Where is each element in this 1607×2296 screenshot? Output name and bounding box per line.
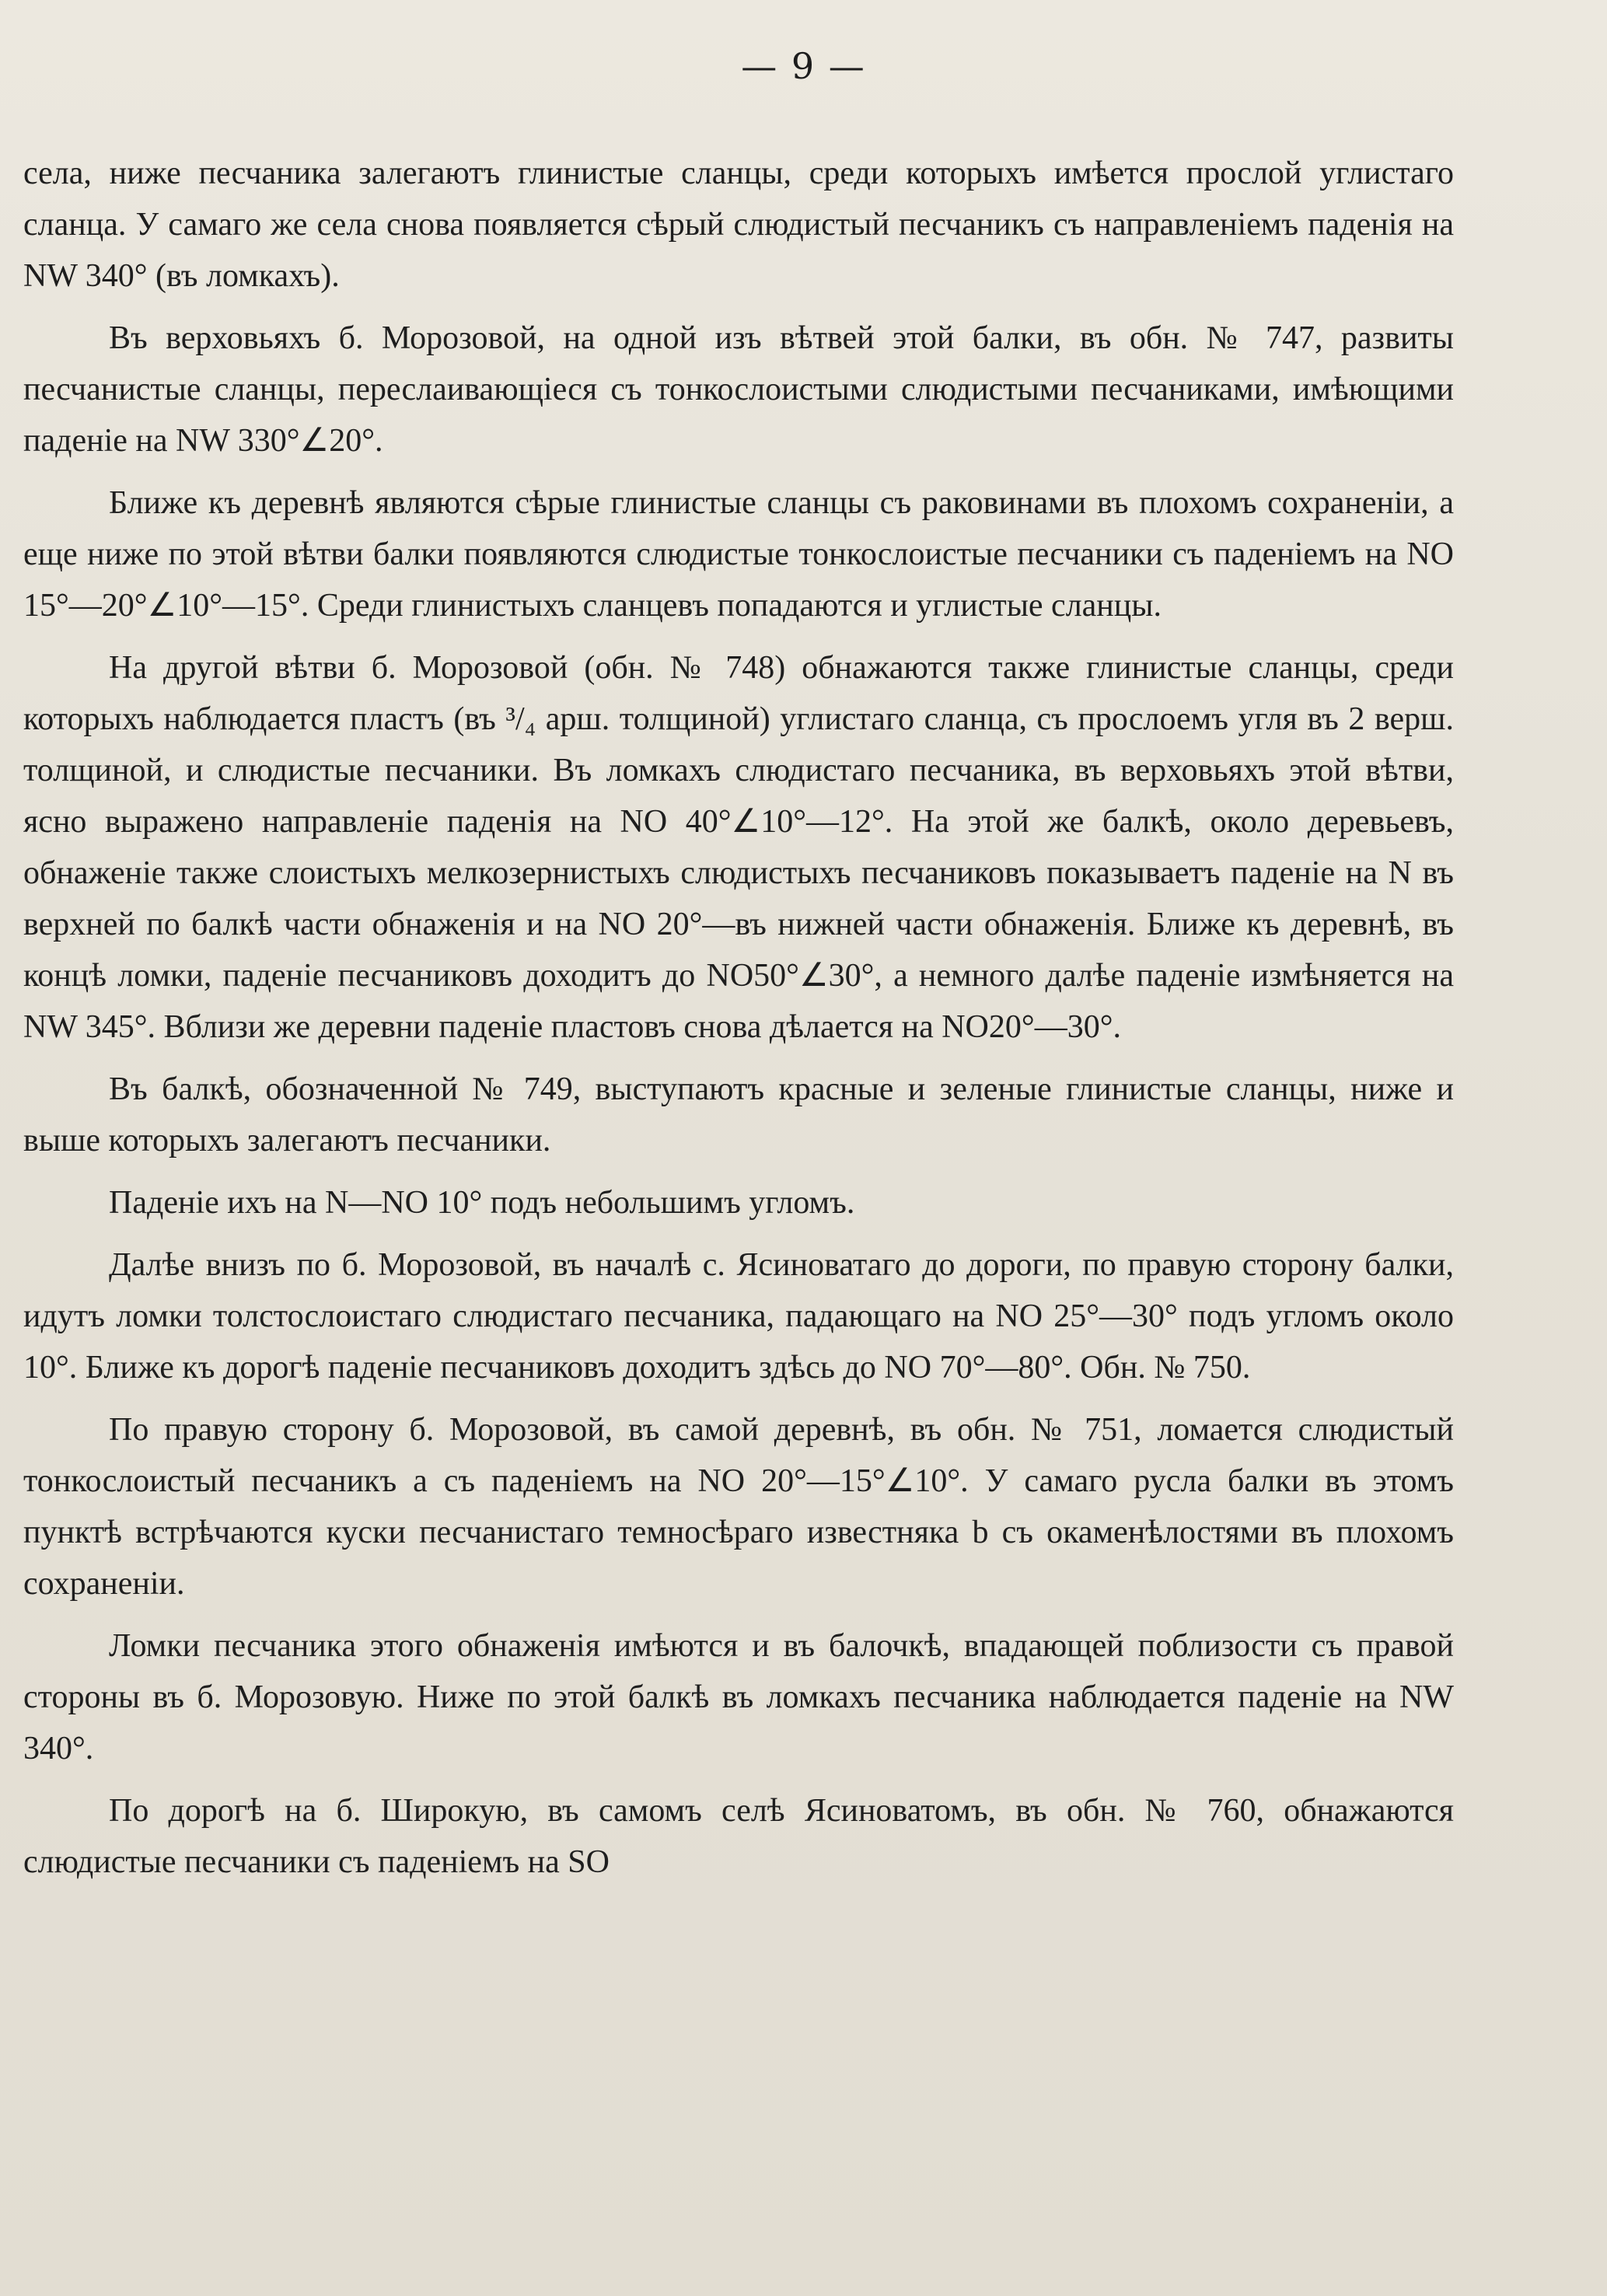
paragraph: Ближе къ деревнѣ являются сѣрые глинистые сланцы съ раковинами въ плохомъ сохраненіи, а еще ниже по этой вѣтви балки появляются слюдистые тонкослоистые песчаники съ паденіемъ на NO 15°—20°∠10°—15°. Среди глинистыхъ сланцевъ попадаются и углистые сланцы. xyxy=(23,485,1454,624)
paragraph: На другой вѣтви б. Морозовой (обн. № 748) обнажаются также глинистые сланцы, среди которыхъ наблюдается пластъ (въ ³/₄ арш. толщиной) углистаго сланца, съ прослоемъ угля въ 2 верш. толщиной, и слюдистые песчаники. Въ ломкахъ слюдистаго песчаника, въ верховьяхъ этой вѣтви, ясно выражено направленіе паденія на NO 40°∠10°—12°. На этой же балкѣ, около деревьевъ, обнаженіе также слоистыхъ мелкозернистыхъ слюдистыхъ песчаниковъ показываетъ паденіе на N въ верхней по балкѣ части обнаженія и на NO 20°—въ нижней части обнаженія. Ближе къ деревнѣ, въ концѣ ломки, паденіе песчаниковъ доходитъ до NO50°∠30°, а немного далѣе паденіе измѣняется на NW 345°. Вблизи же деревни паденіе пластовъ снова дѣлается на NO20°—30°. xyxy=(23,650,1454,1045)
paragraph: Далѣе внизъ по б. Морозовой, въ началѣ с. Ясиноватаго до дороги, по правую сторону балки, идутъ ломки толстослоистаго слюдистаго песчаника, падающаго на NO 25°—30° подъ угломъ около 10°. Ближе къ дорогѣ паденіе песчаниковъ доходитъ здѣсь до NO 70°—80°. Обн. № 750. xyxy=(23,1247,1454,1386)
paragraph: По правую сторону б. Морозовой, въ самой деревнѣ, въ обн. № 751, ломается слюдистый тонкослоистый песчаникъ a съ паденіемъ на NO 20°—15°∠10°. У самаго русла балки въ этомъ пунктѣ встрѣчаются куски песчанистаго темносѣраго известняка b съ окаменѣлостями въ плохомъ сохраненіи. xyxy=(23,1412,1454,1602)
paragraph: Въ верховьяхъ б. Морозовой, на одной изъ вѣтвей этой балки, въ обн. № 747, развиты песчанистые сланцы, переслаивающіеся съ тонкослоистыми слюдистыми песчаниками, имѣющими паденіе на NW 330°∠20°. xyxy=(23,320,1454,459)
paragraph: По дорогѣ на б. Широкую, въ самомъ селѣ Ясиноватомъ, въ обн. № 760, обнажаются слюдистые песчаники съ паденіемъ на SO xyxy=(23,1793,1454,1880)
page-number: — 9 — xyxy=(741,45,866,87)
body-text xyxy=(23,148,1454,1899)
paragraph: Паденіе ихъ на N—NO 10° подъ небольшимъ угломъ. xyxy=(109,1185,855,1221)
paragraph: села, ниже песчаника залегаютъ глинистые сланцы, среди которыхъ имѣется прослой углистаго сланца. У самаго же села снова появляется сѣрый слюдистый песчаникъ съ направленіемъ паденія на NW 340° (въ ломкахъ). xyxy=(23,156,1454,294)
paragraph: Въ балкѣ, обозначенной № 749, выступаютъ красные и зеленые глинистые сланцы, ниже и выше которыхъ залегаютъ песчаники. xyxy=(23,1071,1454,1158)
paragraph: Ломки песчаника этого обнаженія имѣются и въ балочкѣ, впадающей поблизости съ правой стороны въ б. Морозовую. Ниже по этой балкѣ въ ломкахъ песчаника наблюдается паденіе на NW 340°. xyxy=(23,1628,1454,1767)
